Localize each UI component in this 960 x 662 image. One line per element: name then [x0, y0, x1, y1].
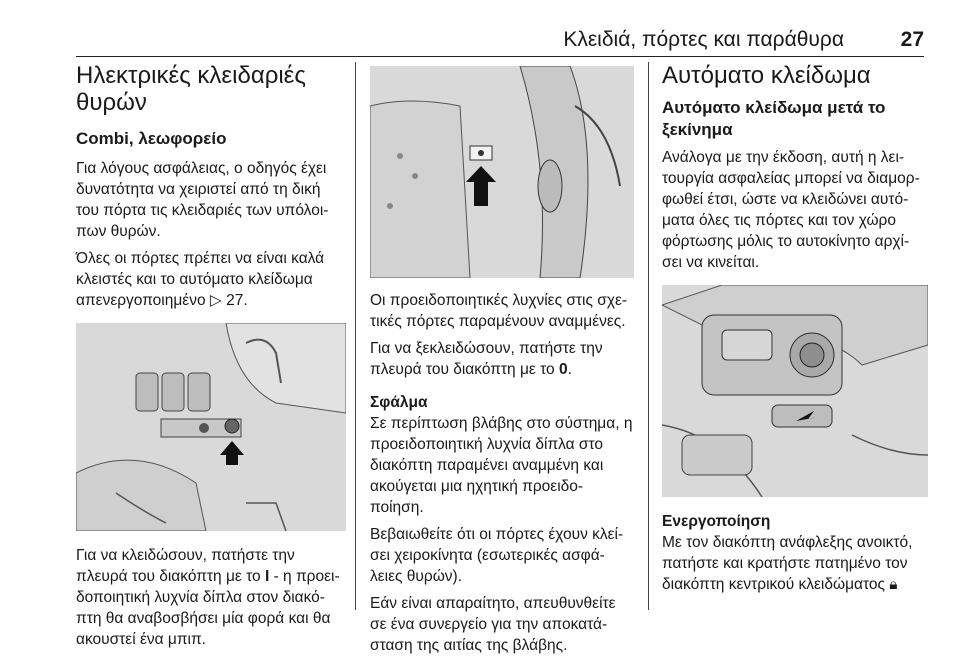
page-header — [76, 28, 924, 57]
lock-symbol: I — [264, 568, 270, 585]
page-number: 27 — [900, 28, 924, 51]
column-left — [76, 62, 346, 656]
section-title: Ηλεκτρικές κλειδαριές θυρών — [76, 62, 306, 116]
column-divider — [355, 62, 356, 610]
activation-heading: Ενεργοποίηση — [662, 513, 771, 530]
column-right — [662, 62, 928, 601]
page-ref: 27. — [226, 292, 248, 309]
door-illustration — [370, 66, 634, 278]
paragraph: Για λόγους ασφάλειας, ο οδηγός έχει δυνατότητα να χειριστεί από τη δική του πόρτα τις κλειδαριές των υπόλοι-πων θυρών. — [76, 160, 329, 240]
page-ref-icon: ▷ — [209, 292, 222, 309]
section-title: Αυτόματο κλείδωμα — [662, 62, 871, 89]
fault-heading: Σφάλμα — [370, 394, 428, 411]
running-title: Κλειδιά, πόρτες και παράθυρα — [563, 28, 844, 51]
paragraph: Οι προειδοποιητικές λυχνίες στις σχε-τικές πόρτες παραμένουν αναμμένες. — [370, 292, 628, 330]
paragraph: Για να ξεκλειδώσουν, πατήστε την πλευρά του διακόπτη με το 0. — [370, 340, 603, 378]
unlock-symbol: 0 — [558, 361, 568, 378]
switch-illustration — [76, 323, 346, 531]
paragraph: Ανάλογα με την έκδοση, αυτή η λει-τουργία ασφαλείας μπορεί να διαμορ-φωθεί έτσι, ώστε να κλειδώνει αυτό-ματα όλες τις πόρτες και τον χώρο φόρτωσης μόλις το αυτοκίνητο αρχί-σει να κινείται. — [662, 149, 920, 271]
console-illustration — [662, 285, 928, 497]
section-subtitle: Combi, λεωφορείο — [76, 129, 227, 148]
paragraph: Εάν είναι απαραίτητο, απευθυνθείτε σε ένα συνεργείο για την αποκατά-σταση της αιτίας της βλάβης. — [370, 595, 616, 654]
lock-icon: 🔒︎ — [889, 576, 898, 593]
paragraph: Σε περίπτωση βλάβης στο σύστημα, η προειδοποιητική λυχνία δίπλα στο διακόπτη παραμένει αναμμένη και ακούγεται μια ηχητική προειδο-ποίηση. — [370, 415, 633, 516]
paragraph: Βεβαιωθείτε ότι οι πόρτες έχουν κλεί-σει χειροκίνητα (εσωτερικές ασφά-λειες θυρών). — [370, 526, 624, 585]
paragraph: Με τον διακόπτη ανάφλεξης ανοικτό, πατήστε και κρατήστε πατημένο τον διακόπτη κεντρικού κλειδώματος 🔒︎ — [662, 534, 913, 593]
paragraph-with-ref: Όλες οι πόρτες πρέπει να είναι καλά κλειστές και το αυτόματο κλείδωμα απενεργοποιημένο ▷ 27. — [76, 250, 325, 309]
figure-caption: Για να κλειδώσουν, πατήστε την πλευρά του διακόπτη με το I - η προει-δοποιητική λυχνία δίπλα στον διακό-πτη θα αναβοσβήσει μία φορά και θα ακουστεί ένα μπιπ. — [76, 547, 340, 648]
section-subtitle: Αυτόματο κλείδωμα μετά το ξεκίνημα — [662, 98, 886, 139]
column-middle — [370, 62, 634, 662]
column-divider — [648, 62, 649, 610]
